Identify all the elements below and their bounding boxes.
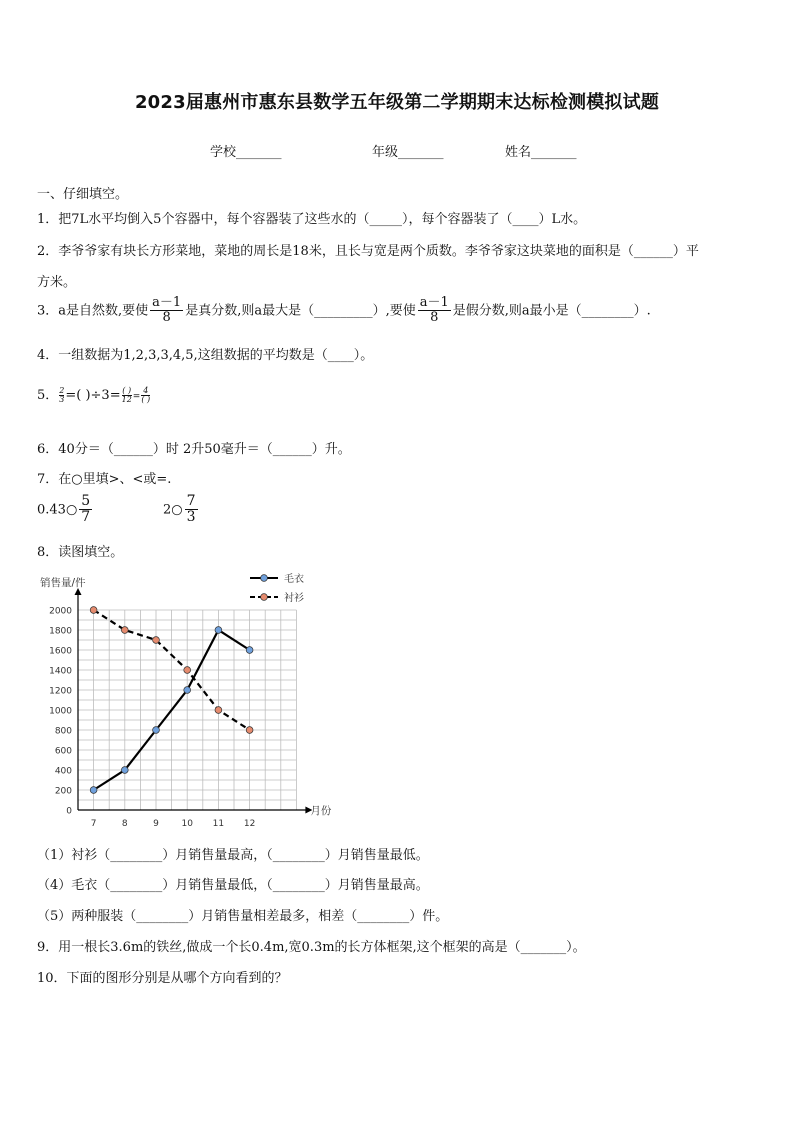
sales-line-chart <box>0 560 360 835</box>
y-tick-label: 1600 <box>49 646 72 657</box>
legend-label: 毛衣 <box>284 574 304 585</box>
y-tick-label: 1000 <box>49 706 72 717</box>
y-tick-label: 1400 <box>49 666 72 677</box>
x-tick-label: 9 <box>153 819 159 829</box>
question-7a <box>37 494 94 526</box>
name-field: 姓名_______ <box>505 145 577 160</box>
q5-label: 5． <box>37 388 59 403</box>
y-tick-label: 2000 <box>49 606 72 617</box>
fraction: $\frac{7}{3}$ <box>186 493 196 526</box>
q3-text-3: 是假分数,则a最小是（________）. <box>452 303 651 319</box>
question-2-line1: 2．李爷爷家有块长方形菜地，菜地的周长是18米，且长与宽是两个质数。李爷爷家这块菜地的面积是（______）平 <box>37 244 699 259</box>
data-point <box>90 787 97 794</box>
question-1: 1．把7L水平均倒入5个容器中，每个容器装了这些水的（_____），每个容器装了（____）L水。 <box>37 212 587 227</box>
y-axis-arrow <box>75 588 82 595</box>
data-point <box>184 687 191 694</box>
data-point <box>90 607 97 614</box>
y-tick-label: 0 <box>66 806 72 817</box>
x-axis-label: 月份 <box>310 805 332 817</box>
question-7: 7．在○里填>、<或=. <box>37 472 172 487</box>
q7a-left: 0.43○ <box>37 502 78 518</box>
grade-field: 年级_______ <box>372 145 444 160</box>
question-4: 4．一组数据为1,2,3,3,4,5,这组数据的平均数是（____）。 <box>37 348 374 363</box>
y-tick-label: 800 <box>54 726 72 737</box>
question-2-line2: 方米。 <box>37 275 77 290</box>
q3-text-2: 是真分数,则a最大是（_________）,要使 <box>185 303 416 319</box>
x-tick-label: 8 <box>121 819 128 829</box>
x-tick-label: 11 <box>212 819 225 829</box>
question-7b <box>163 494 200 526</box>
legend-label: 衬衫 <box>284 593 304 604</box>
y-tick-label: 400 <box>54 766 72 777</box>
q5-mid: =( )÷3= <box>65 388 121 403</box>
data-point <box>246 647 253 654</box>
q5-eq: = <box>132 392 141 402</box>
question-5 <box>37 384 151 404</box>
y-tick-label: 1200 <box>49 686 72 697</box>
fraction: $\frac{4}{( )}$ <box>141 385 151 404</box>
question-8-5: （5）两种服装（________）月销售量相差最多，相差（________）件。 <box>37 909 449 924</box>
x-tick-label: 7 <box>90 819 97 829</box>
fraction: $\frac{5}{7}$ <box>81 493 91 526</box>
fraction: $\frac{a-1}{8}$ <box>152 295 182 326</box>
data-point <box>215 627 222 634</box>
data-point <box>184 667 191 674</box>
question-8: 8．读图填空。 <box>37 545 124 560</box>
legend-marker <box>261 575 268 582</box>
data-point <box>246 727 253 734</box>
q7b-left: 2○ <box>163 502 183 518</box>
y-tick-label: 1800 <box>49 626 72 637</box>
y-tick-label: 200 <box>54 786 72 797</box>
question-3 <box>37 296 651 326</box>
data-point <box>121 627 128 634</box>
data-point <box>215 707 222 714</box>
school-field: 学校_______ <box>210 145 282 160</box>
y-tick-label: 600 <box>54 746 72 757</box>
data-point <box>153 727 160 734</box>
fraction: $\frac{( )}{12}$ <box>121 385 132 404</box>
question-8-1: （1）衬衫（________）月销售量最高，（________）月销售量最低。 <box>37 848 429 863</box>
legend-marker <box>261 594 268 601</box>
y-axis-label: 销售量/件 <box>40 577 86 589</box>
fraction: $\frac{2}{3}$ <box>59 385 65 404</box>
question-9: 9．用一根长3.6m的铁丝,做成一个长0.4m,宽0.3m的长方体框架,这个框架的高是（_______）。 <box>37 940 586 955</box>
page-title: 2023届惠州市惠东县数学五年级第二学期期末达标检测模拟试题 <box>134 92 660 113</box>
question-6: 6．40分＝（______）时 2升50毫升＝（______）升。 <box>37 442 351 457</box>
section-heading: 一、仔细填空。 <box>37 187 129 202</box>
x-tick-label: 10 <box>181 819 193 829</box>
data-point <box>153 637 160 644</box>
data-point <box>121 767 128 774</box>
q3-text-1: 3．a是自然数,要使 <box>37 303 149 319</box>
x-tick-label: 12 <box>243 819 256 829</box>
question-8-4: （4）毛衣（________）月销售量最低，（________）月销售量最高。 <box>37 878 429 893</box>
fraction: $\frac{a-1}{8}$ <box>419 295 449 326</box>
question-10: 10．下面的图形分别是从哪个方向看到的？ <box>37 971 288 986</box>
